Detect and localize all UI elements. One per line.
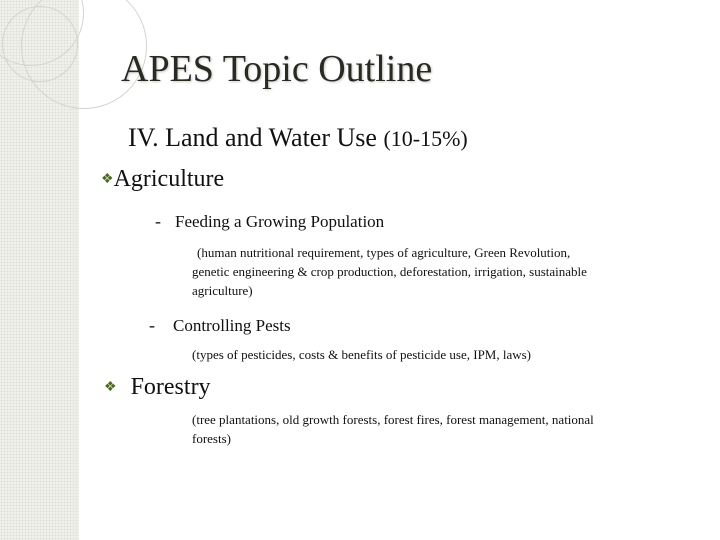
subtopic-details — [192, 243, 697, 300]
topic-agriculture — [101, 166, 224, 193]
section-percent: (10-15%) — [383, 126, 468, 151]
subtopic-feeding-population — [155, 211, 384, 232]
topic-forestry — [104, 374, 211, 401]
topic-label: Forestry — [130, 374, 211, 400]
topic-label: Agriculture — [113, 166, 225, 192]
subtopic-details — [192, 345, 697, 364]
detail-line: (human nutritional requirement, types of agriculture, Green Revolution, — [197, 245, 571, 260]
detail-line: forests) — [192, 431, 231, 446]
slide-title: APES Topic Outline — [121, 48, 433, 90]
topic-details — [192, 410, 697, 448]
dash-marker: - — [155, 211, 161, 231]
diamond-bullet-icon: ❖ — [104, 380, 117, 395]
detail-line: (tree plantations, old growth forests, forest fires, forest management, national — [192, 412, 594, 427]
dash-marker: - — [149, 315, 155, 335]
subtopic-controlling-pests — [149, 315, 291, 336]
detail-line: agriculture) — [192, 283, 253, 298]
decorative-circle-small — [2, 6, 78, 82]
section-label: IV. Land and Water Use — [128, 123, 377, 152]
detail-line: (types of pesticides, costs & benefits of pesticide use, IPM, laws) — [192, 347, 532, 362]
subtopic-label: Controlling Pests — [173, 316, 291, 335]
subtopic-label: Feeding a Growing Population — [175, 212, 385, 231]
detail-line: genetic engineering & crop production, deforestation, irrigation, sustainable — [192, 264, 587, 279]
diamond-bullet-icon: ❖ — [101, 172, 114, 187]
section-heading — [128, 123, 468, 153]
